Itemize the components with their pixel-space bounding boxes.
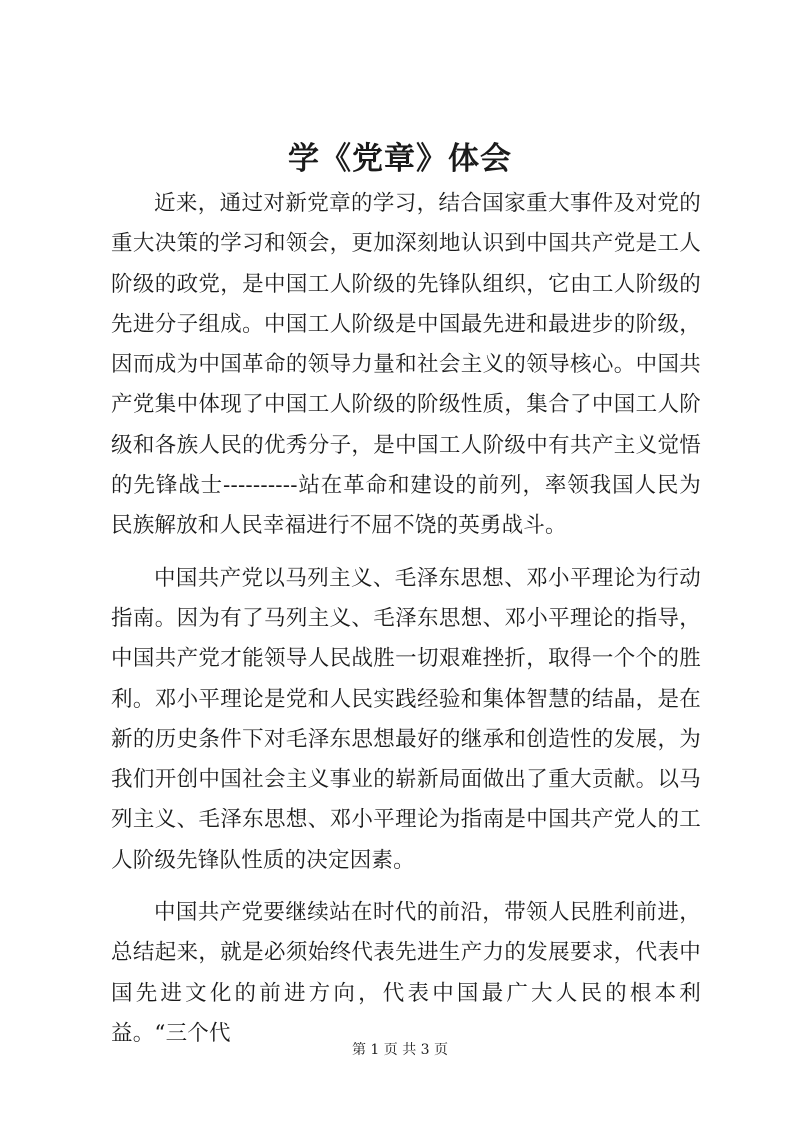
- document-body: [111, 184, 701, 1066]
- page-number-footer: 第 1 页 共 3 页: [351, 1042, 449, 1058]
- paragraph-2: 中国共产党以马列主义、毛泽东思想、邓小平理论为行动指南。因为有了马列主义、毛泽东思想、邓小平理论的指导，中国共产党才能领导人民战胜一切艰难挫折，取得一个个的胜利。邓小平理论是党和人民实践经验和集体智慧的结晶，是在新的历史条件下对毛泽东思想最好的继承和创造性的发展，为我们开创中国社会主义事业的崭新局面做出了重大贡献。以马列主义、毛泽东思想、邓小平理论为指南是中国共产党人的工人阶级先锋队性质的决定因素。: [111, 565, 701, 873]
- document-title: 学《党章》体会: [288, 141, 512, 177]
- paragraph-3: 中国共产党要继续站在时代的前沿，带领人民胜利前进，总结起来，就是必须始终代表先进生产力的发展要求，代表中国先进文化的前进方向，代表中国最广大人民的根本利益。“三个代: [111, 900, 701, 1046]
- paragraph-1: 近来，通过对新党章的学习，结合国家重大事件及对党的重大决策的学习和领会，更加深刻地认识到中国共产党是工人阶级的政党，是中国工人阶级的先锋队组织，它由工人阶级的先进分子组成。中国工人阶级是中国最先进和最进步的阶级，因而成为中国革命的领导力量和社会主义的领导核心。中国共产党集中体现了中国工人阶级的阶级性质，集合了中国工人阶级和各族人民的优秀分子，是中国工人阶级中有共产主义觉悟的先锋战士----------站在革命和建设的前列，率领我国人民为民族解放和人民幸福进行不屈不饶的英勇战斗。: [111, 191, 701, 539]
